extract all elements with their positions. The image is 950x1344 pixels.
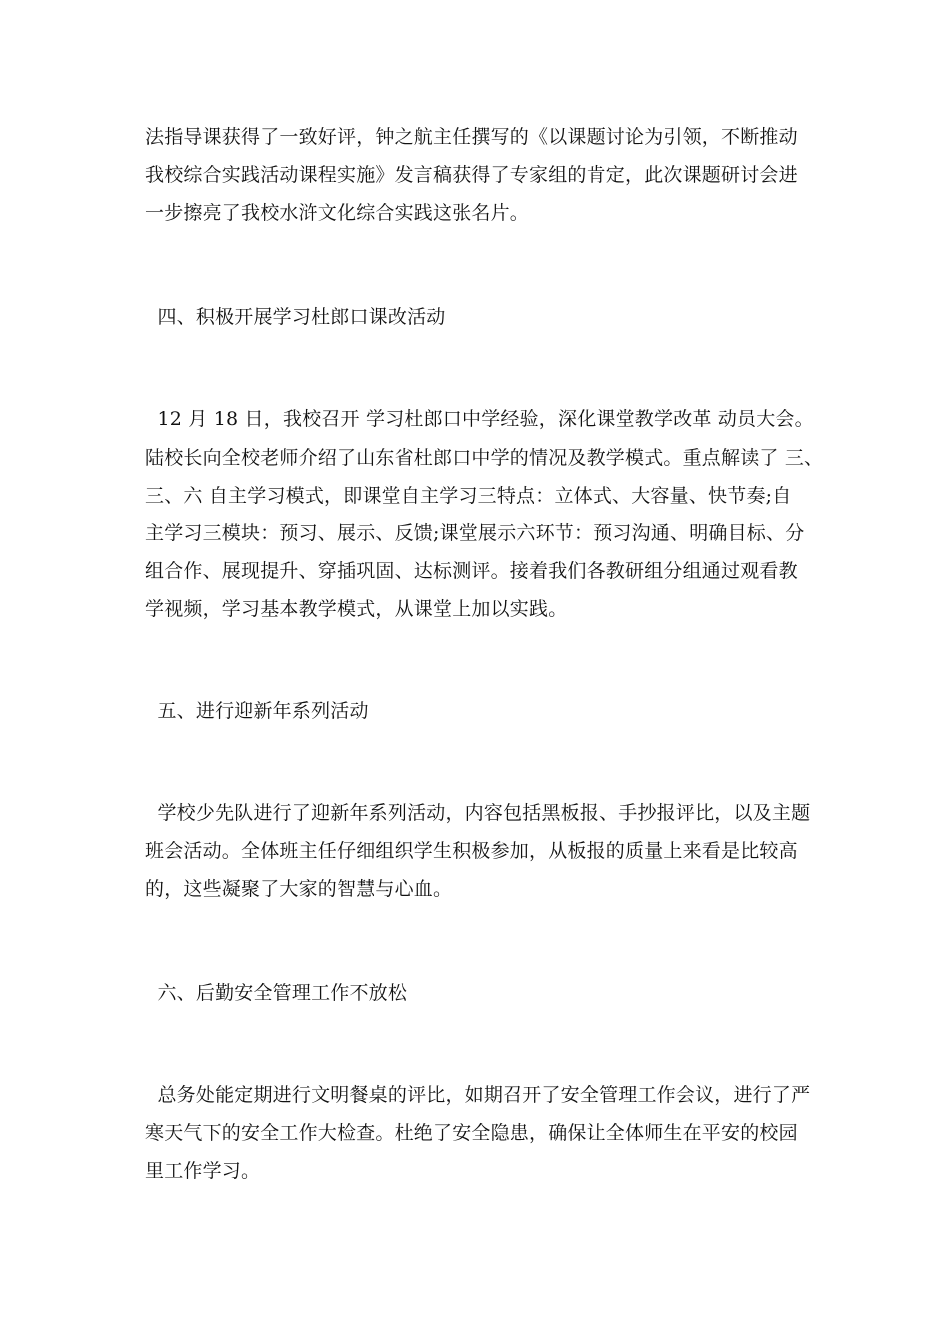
paragraph-line: 我校综合实践活动课程实施》发言稿获得了专家组的肯定，此次课题研讨会进: [145, 164, 798, 186]
section-heading-4: 四、积极开展学习杜郎口课改活动: [145, 306, 446, 328]
section-heading-6: 六、后勤安全管理工作不放松: [145, 982, 408, 1004]
paragraph-line: 陆校长向全校老师介绍了山东省杜郎口中学的情况及教学模式。重点解读了 三、: [145, 447, 824, 469]
section-heading-5: 五、进行迎新年系列活动: [145, 700, 369, 722]
paragraph-line: 组合作、展现提升、穿插巩固、达标测评。接着我们各教研组分组通过观看教: [145, 560, 798, 582]
paragraph-line: 一步擦亮了我校水浒文化综合实践这张名片。: [145, 202, 530, 224]
paragraph-line: 12 月 18 日，我校召开 学习杜郎口中学经验，深化课堂教学改革 动员大会。: [145, 408, 814, 430]
paragraph-line: 学校少先队进行了迎新年系列活动，内容包括黑板报、手抄报评比，以及主题: [145, 802, 811, 824]
paragraph-line: 里工作学习。: [145, 1160, 261, 1182]
paragraph-line: 学视频，学习基本教学模式，从课堂上加以实践。: [145, 598, 568, 620]
paragraph-line: 主学习三模块：预习、展示、反馈;课堂展示六环节：预习沟通、明确目标、分: [145, 522, 805, 544]
paragraph-line: 三、六 自主学习模式，即课堂自主学习三特点：立体式、大容量、快节奏;自: [145, 485, 792, 507]
paragraph-line: 的，这些凝聚了大家的智慧与心血。: [145, 878, 453, 900]
paragraph-line: 总务处能定期进行文明餐桌的评比，如期召开了安全管理工作会议，进行了严: [145, 1084, 811, 1106]
paragraph-line: 班会活动。全体班主任仔细组织学生积极参加，从板报的质量上来看是比较高: [145, 840, 798, 862]
paragraph-line: 寒天气下的安全工作大检查。杜绝了安全隐患，确保让全体师生在平安的校园: [145, 1122, 798, 1144]
paragraph-line: 法指导课获得了一致好评，钟之航主任撰写的《以课题讨论为引领，不断推动: [145, 126, 798, 148]
